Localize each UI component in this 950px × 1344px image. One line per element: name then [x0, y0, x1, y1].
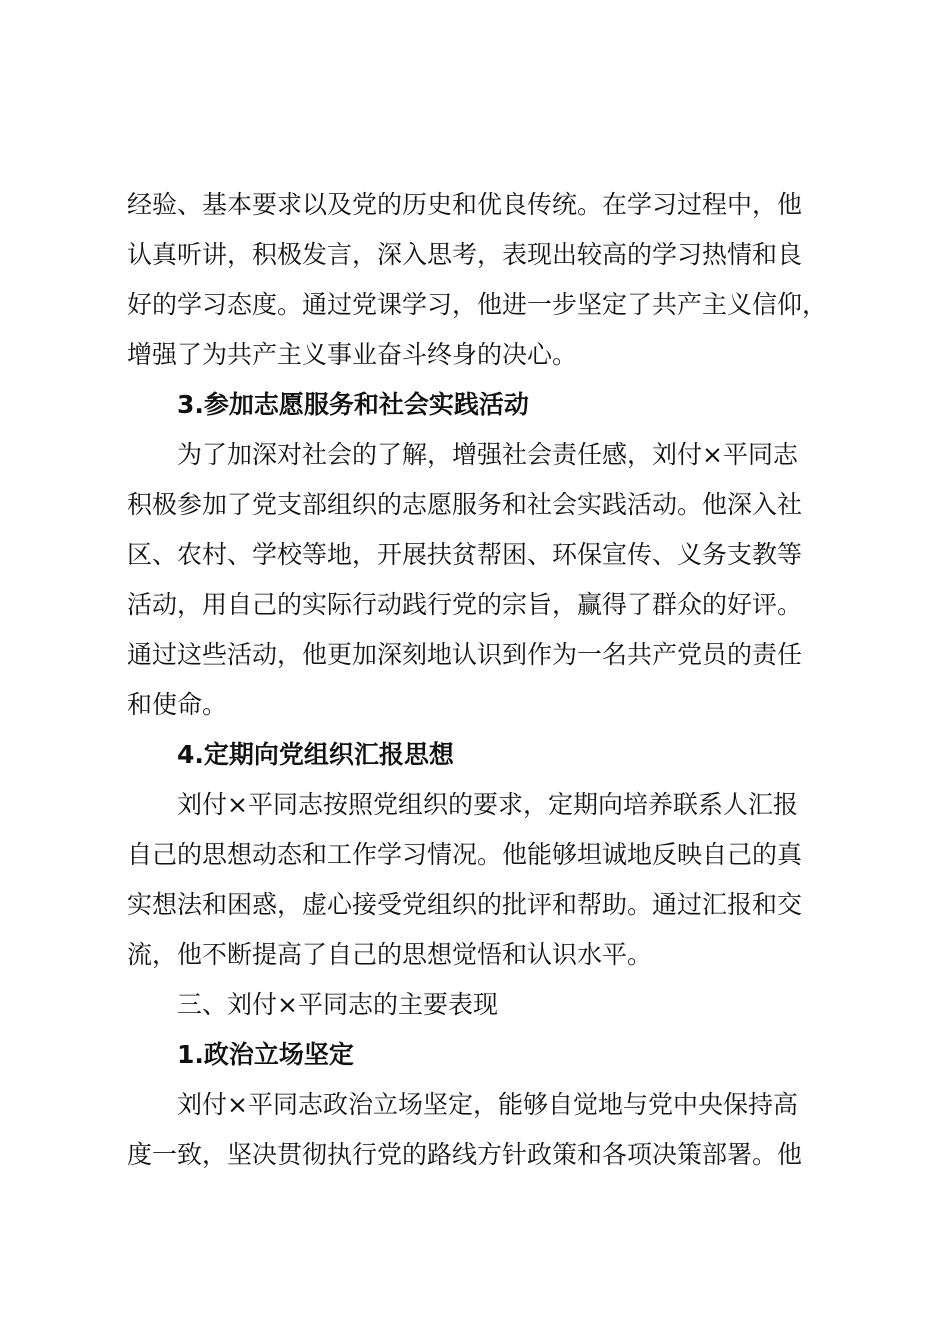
- paragraph-line: 认真听讲，积极发言，深入思考，表现出较高的学习热情和良: [127, 240, 803, 269]
- paragraph-line: 度一致，坚决贯彻执行党的路线方针政策和各项决策部署。他: [127, 1140, 803, 1169]
- chapter-heading: 三、刘付×平同志的主要表现: [177, 990, 498, 1019]
- paragraph-line: 活动，用自己的实际行动践行党的宗旨，赢得了群众的好评。: [127, 590, 803, 619]
- paragraph-line: 增强了为共产主义事业奋斗终身的决心。: [127, 340, 578, 369]
- paragraph-line: 积极参加了党支部组织的志愿服务和社会实践活动。他深入社: [127, 490, 803, 519]
- paragraph-line: 好的学习态度。通过党课学习，他进一步坚定了共产主义信仰，: [127, 290, 828, 319]
- section-heading: 4.定期向党组织汇报思想: [177, 740, 454, 769]
- paragraph-line: 实想法和困惑，虚心接受党组织的批评和帮助。通过汇报和交: [127, 890, 803, 919]
- paragraph-line: 和使命。: [127, 690, 228, 719]
- paragraph-line: 区、农村、学校等地，开展扶贫帮困、环保宣传、义务支教等: [127, 540, 803, 569]
- paragraph-line: 通过这些活动，他更加深刻地认识到作为一名共产党员的责任: [127, 640, 803, 669]
- paragraph-line: 自己的思想动态和工作学习情况。他能够坦诚地反映自己的真: [127, 840, 803, 869]
- paragraph-line: 流，他不断提高了自己的思想觉悟和认识水平。: [127, 940, 653, 969]
- paragraph-line: 经验、基本要求以及党的历史和优良传统。在学习过程中，他: [127, 190, 803, 219]
- paragraph-line: 刘付×平同志按照党组织的要求，定期向培养联系人汇报: [177, 790, 798, 819]
- paragraph-line: 为了加深对社会的了解，增强社会责任感，刘付×平同志: [177, 440, 798, 469]
- section-heading: 1.政治立场坚定: [177, 1040, 354, 1069]
- section-heading: 3.参加志愿服务和社会实践活动: [177, 390, 529, 419]
- document-body: [127, 180, 857, 1180]
- paragraph-line: 刘付×平同志政治立场坚定，能够自觉地与党中央保持高: [177, 1090, 798, 1119]
